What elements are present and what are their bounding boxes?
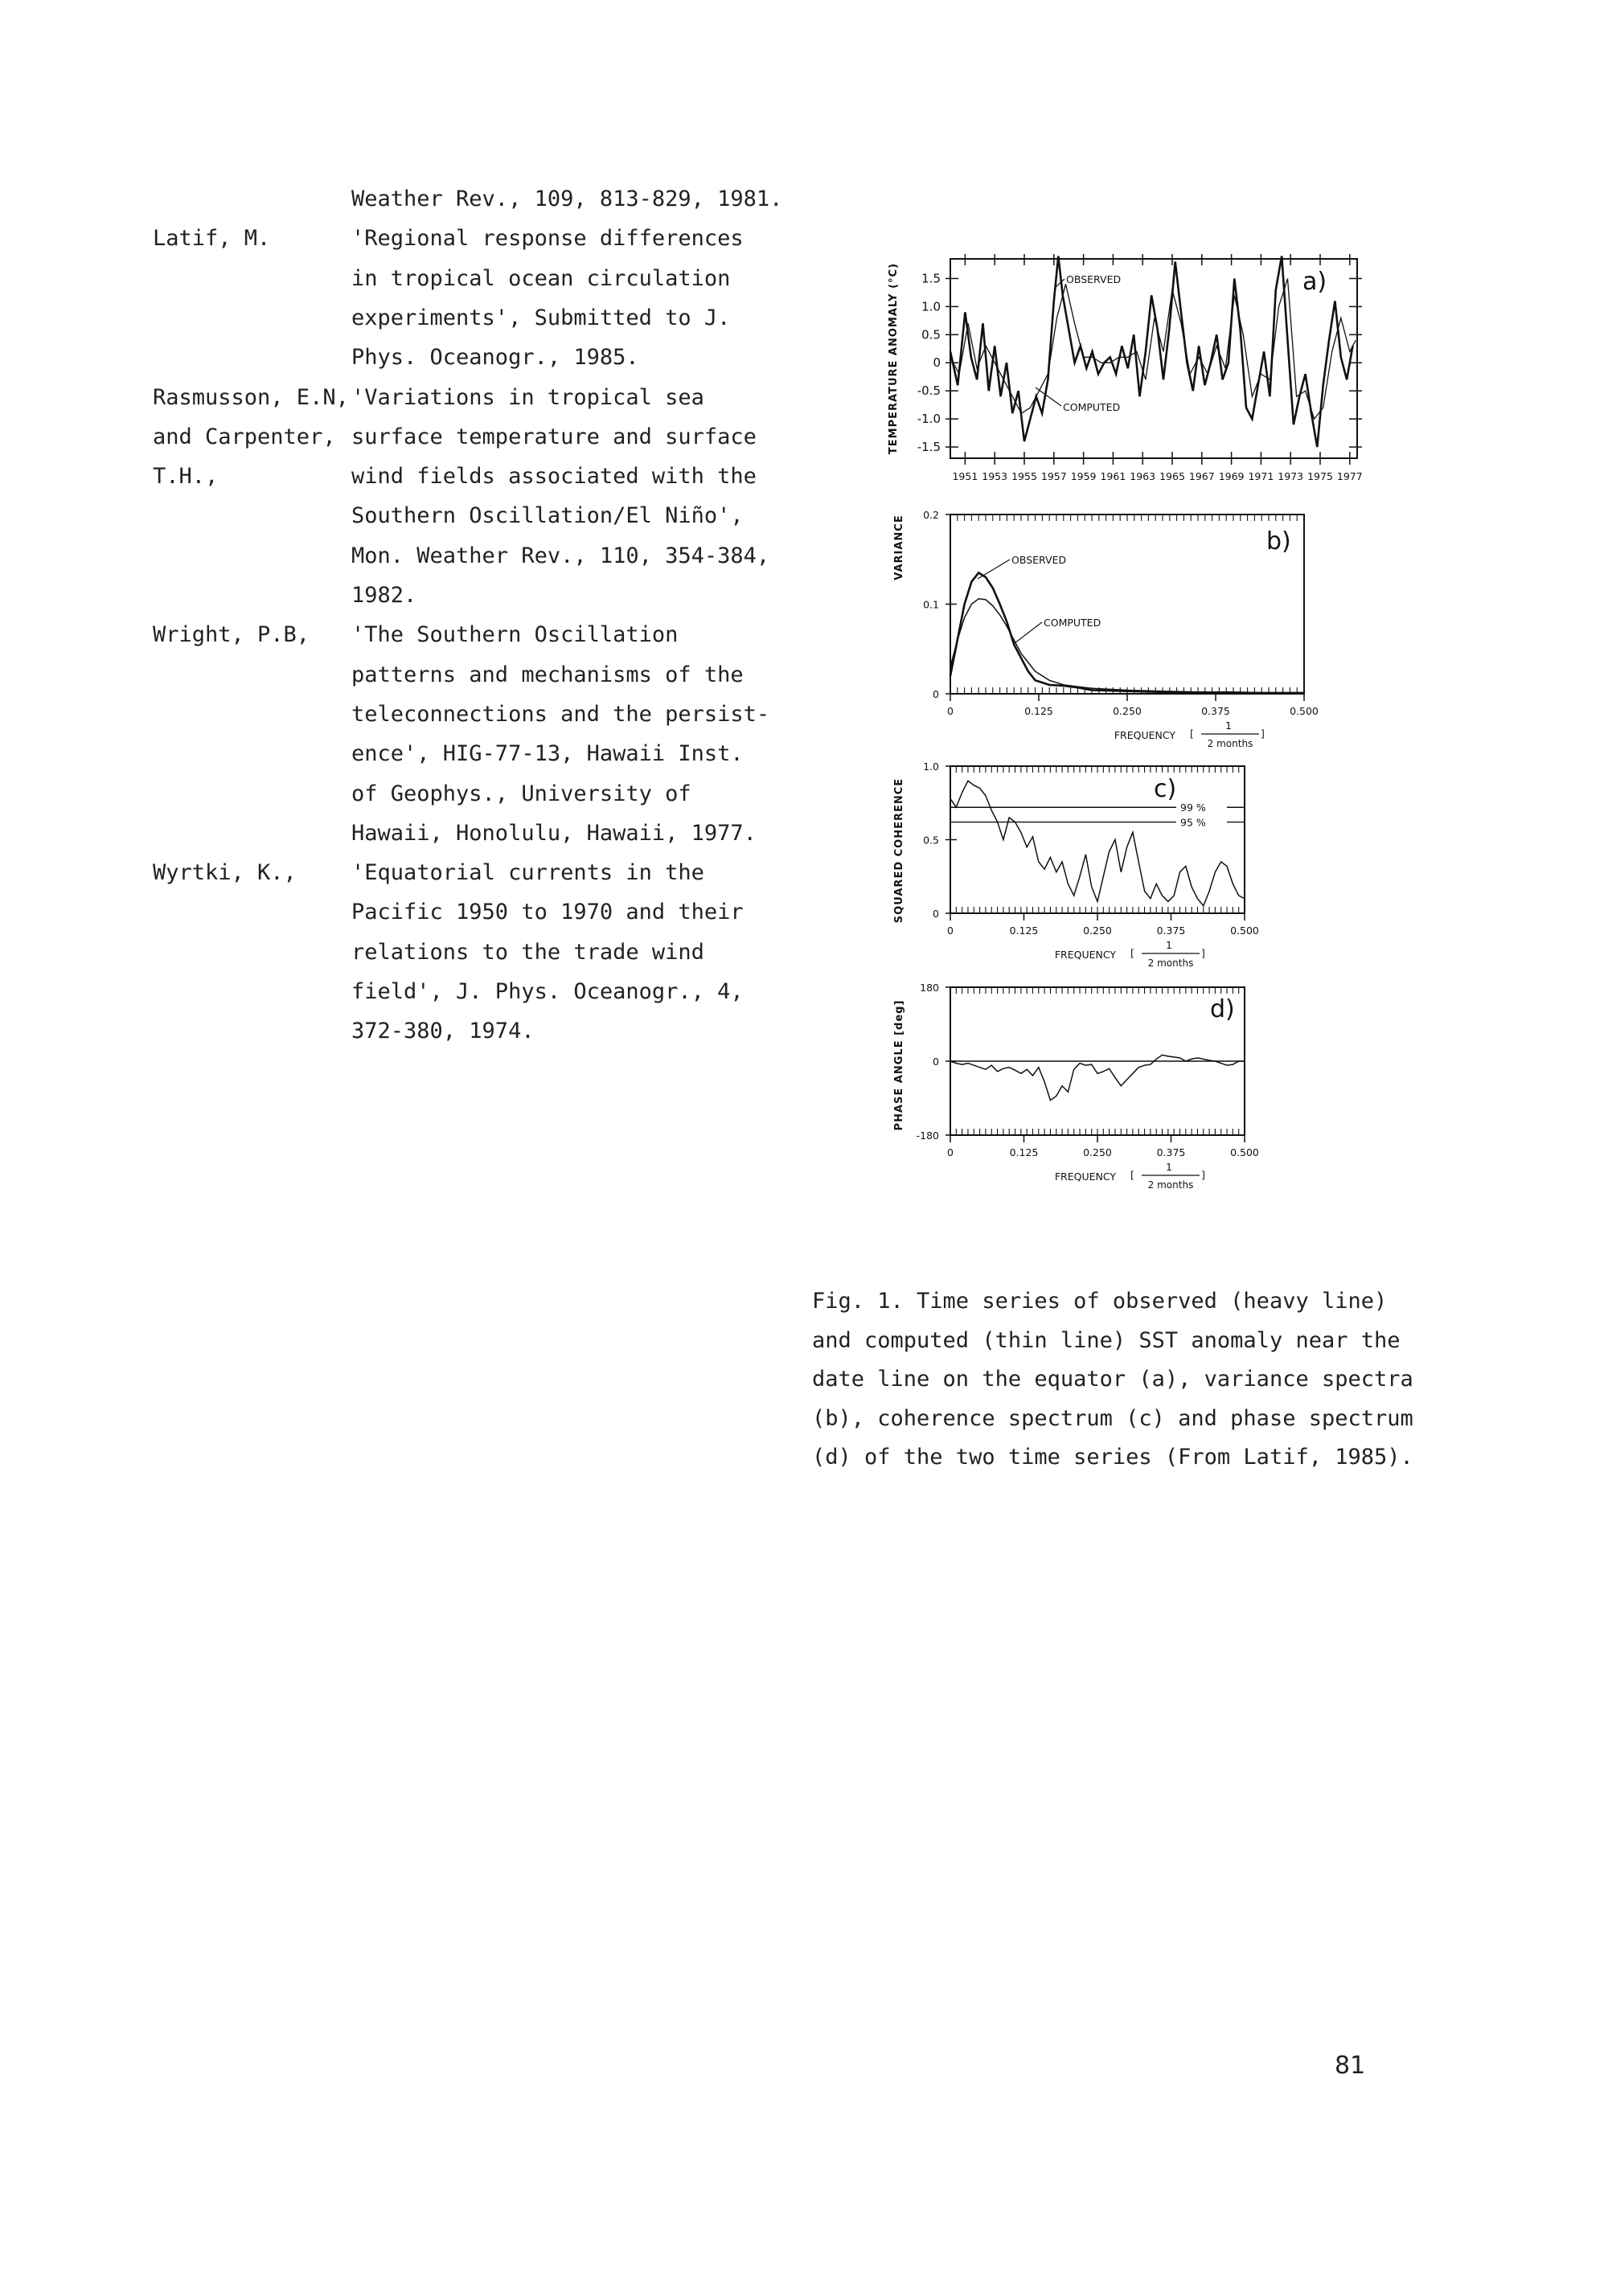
panel-d-xtick-label: 0.375 (1156, 1146, 1186, 1158)
panel-a-xtick-label: 1953 (982, 470, 1008, 482)
panel-a-ytick-label: 1.0 (921, 299, 941, 314)
reference-text-line: Hawaii, Honolulu, Hawaii, 1977. (351, 820, 757, 846)
reference-text-line: relations to the trade wind (351, 939, 704, 965)
panel-d-xtick-label: 0.500 (1230, 1146, 1259, 1158)
reference-author: Wright, P.B, (153, 622, 310, 648)
panel-d-xlabel: FREQUENCY (1054, 1171, 1116, 1183)
panel-a-xtick-label: 1957 (1040, 470, 1067, 482)
reference-author: Wyrtki, K., (153, 860, 297, 886)
panel-d-unit-bracket-right: ] (1201, 1169, 1205, 1181)
panel-b-xtick-label: 0.375 (1201, 705, 1230, 717)
panel-a-xtick-label: 1959 (1070, 470, 1097, 482)
panel-b-series-observed (950, 573, 1304, 693)
panel-b-xtick-label: 0.250 (1113, 705, 1142, 717)
panel-a-annotation-computed: COMPUTED (1063, 401, 1121, 413)
caption-line: (d) of the two time series (From Latif, 1985). (812, 1445, 1413, 1470)
reference-author: and Carpenter, (153, 424, 336, 449)
reference-text-line: 'The Southern Oscillation (351, 622, 679, 648)
reference-text-line: 'Equatorial currents in the (351, 860, 704, 886)
panel-a-xtick-label: 1961 (1100, 470, 1126, 482)
panel-a-frame (950, 259, 1357, 458)
panel-a-ytick-label: 0 (933, 355, 941, 371)
panel-b-xtick-label: 0.125 (1024, 705, 1053, 717)
panel-a-xtick-label: 1977 (1336, 470, 1363, 482)
panel-a-xtick-label: 1963 (1130, 470, 1156, 482)
panel-c-ytick-label: 0.5 (923, 834, 939, 847)
reference-text-line: surface temperature and surface (351, 424, 757, 449)
panel-b-unit-denominator: 2 months (1207, 738, 1253, 749)
panel-d-label: d) (1210, 995, 1235, 1023)
panel-a-ytick-label: -1.0 (917, 412, 941, 427)
panel-a-ytick-label: 0.5 (921, 327, 941, 342)
reference-text-line: teleconnections and the persist- (351, 701, 770, 727)
reference-text-line: in tropical ocean circulation (351, 265, 731, 291)
panel-b-unit-bracket-left: [ (1190, 728, 1194, 740)
panel-a-label: a) (1302, 268, 1327, 296)
panel-d-xtick-label: 0 (947, 1146, 954, 1158)
panel-a-ytick-label: -0.5 (917, 383, 941, 399)
panel-c-frame (950, 766, 1245, 913)
caption-line: date line on the equator (a), variance spectra (812, 1367, 1413, 1392)
panel-c-ytick-label: 0 (933, 908, 939, 920)
panel-c-reference-label: 99 % (1180, 802, 1206, 814)
panel-a-xtick-label: 1965 (1159, 470, 1185, 482)
panel-d-unit-numerator: 1 (1166, 1161, 1172, 1173)
panel-c-ylabel: SQUARED COHERENCE (893, 777, 905, 924)
reference-author: T.H., (153, 464, 219, 490)
panel-d-xtick-label: 0.250 (1083, 1146, 1112, 1158)
panel-b-ylabel: VARIANCE (893, 515, 905, 580)
reference-text-line: Pacific 1950 to 1970 and their (351, 900, 744, 925)
panel-a-xtick-label: 1951 (952, 470, 978, 482)
panel-a-xtick-label: 1971 (1248, 470, 1274, 482)
panel-d-unit-bracket-left: [ (1130, 1169, 1134, 1181)
panel-c-xtick-label: 0.375 (1156, 925, 1186, 937)
panel-a-xtick-label: 1975 (1307, 470, 1333, 482)
panel-a-xtick-label: 1969 (1218, 470, 1245, 482)
reference-text-line: field', J. Phys. Oceanogr., 4, (351, 979, 744, 1004)
panel-c-xtick-label: 0.125 (1009, 925, 1039, 937)
reference-text-line: experiments', Submitted to J. (351, 305, 731, 330)
reference-text-line: 372-380, 1974. (351, 1019, 535, 1044)
panel-b-xtick-label: 0.500 (1290, 705, 1319, 717)
panel-c-xtick-label: 0 (947, 925, 954, 937)
panel-d-ytick-label: -180 (916, 1130, 939, 1142)
reference-text-line: Phys. Oceanogr., 1985. (351, 345, 639, 371)
panel-c-unit-bracket-left: [ (1130, 947, 1134, 959)
reference-text-line: of Geophys., University of (351, 781, 691, 806)
panel-d-unit-denominator: 2 months (1147, 1179, 1194, 1191)
panel-d-series-phase (950, 1055, 1245, 1100)
panel-a-ytick-label: 1.5 (921, 271, 941, 286)
panel-b-ytick-label: 0.2 (923, 509, 939, 521)
panel-b-frame (950, 515, 1304, 694)
panel-c-unit-bracket-right: ] (1201, 947, 1205, 959)
reference-text-line: 1982. (351, 583, 417, 608)
panel-b-annotation-computed: COMPUTED (1044, 617, 1101, 629)
panel-b-ytick-label: 0 (933, 688, 939, 700)
panel-a-xtick-label: 1955 (1011, 470, 1037, 482)
reference-text-line: 'Variations in tropical sea (351, 384, 704, 410)
panel-c-series-coherence (950, 781, 1245, 906)
panel-c-reference-label: 95 % (1180, 816, 1206, 829)
reference-text-line: 'Regional response differences (351, 226, 744, 252)
panel-c-unit-denominator: 2 months (1147, 957, 1194, 969)
panel-d-ytick-label: 180 (920, 982, 939, 994)
caption-line: Fig. 1. Time series of observed (heavy line) (812, 1289, 1388, 1314)
panel-d-ytick-label: 0 (933, 1056, 939, 1068)
reference-text-line: patterns and mechanisms of the (351, 662, 744, 687)
panel-a-annotation-observed: OBSERVED (1066, 273, 1122, 285)
panel-b-label: b) (1266, 527, 1291, 556)
panel-c-unit-numerator: 1 (1166, 939, 1172, 951)
reference-text-line: Southern Oscillation/El Niño', (351, 503, 744, 529)
panel-b-ytick-label: 0.1 (923, 598, 939, 611)
panel-c-xtick-label: 0.500 (1230, 925, 1259, 937)
caption-line: and computed (thin line) SST anomaly near the (812, 1327, 1401, 1353)
panel-a-series-observed (950, 256, 1353, 448)
panel-b-annotation-observed: OBSERVED (1011, 554, 1067, 566)
panel-c-ytick-label: 1.0 (923, 761, 939, 773)
panel-a-xtick-label: 1973 (1278, 470, 1304, 482)
reference-text-line: wind fields associated with the (351, 464, 757, 490)
panel-b-unit-numerator: 1 (1225, 720, 1232, 732)
panel-b-annotation-computed-pointer (1015, 622, 1042, 643)
panel-b-annotation-observed-pointer (978, 560, 1010, 579)
panel-b-unit-bracket-right: ] (1261, 728, 1265, 740)
panel-b-xlabel: FREQUENCY (1114, 729, 1175, 741)
caption-line: (b), coherence spectrum (c) and phase spectrum (812, 1405, 1413, 1431)
panel-a-xtick-label: 1967 (1188, 470, 1215, 482)
reference-text-line: Weather Rev., 109, 813-829, 1981. (351, 187, 783, 211)
page-number: 81 (1335, 2052, 1366, 2080)
panel-a-ylabel: TEMPERATURE ANOMALY (°C) (888, 262, 900, 455)
reference-text-line: ence', HIG-77-13, Hawaii Inst. (351, 741, 744, 767)
panel-c-xlabel: FREQUENCY (1054, 949, 1116, 961)
panel-b-xtick-label: 0 (947, 705, 954, 717)
panel-c-label: c) (1154, 775, 1177, 803)
panel-a-ytick-label: -1.5 (917, 440, 941, 455)
panel-d-ylabel: PHASE ANGLE [deg] (893, 999, 905, 1131)
reference-author: Latif, M. (153, 226, 271, 252)
panel-c-xtick-label: 0.250 (1083, 925, 1112, 937)
panel-d-xtick-label: 0.125 (1009, 1146, 1039, 1158)
reference-author: Rasmusson, E.N, (153, 384, 349, 410)
reference-text-line: Mon. Weather Rev., 110, 354-384, (351, 543, 770, 568)
